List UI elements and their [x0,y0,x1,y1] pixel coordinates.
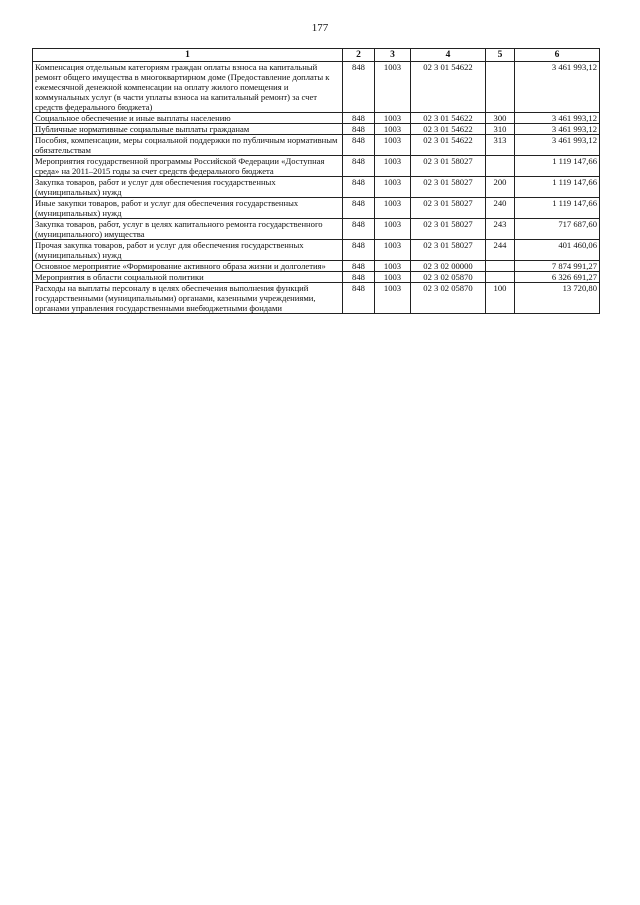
row-value-cell: 401 460,06 [515,240,600,261]
row-value-cell: 244 [486,240,515,261]
row-value-cell: 1 119 147,66 [515,198,600,219]
row-value-cell: 7 874 991,27 [515,261,600,272]
row-value-cell: 02 3 01 54622 [411,124,486,135]
row-value-cell: 310 [486,124,515,135]
table-row [33,283,600,314]
row-value-cell: 02 3 02 05870 [411,283,486,314]
row-value-cell: 02 3 02 05870 [411,272,486,283]
row-value-cell: 1003 [375,198,411,219]
row-value-cell: 200 [486,177,515,198]
row-name-cell: Публичные нормативные социальные выплаты гражданам [33,124,343,135]
row-value-cell: 240 [486,198,515,219]
row-value-cell: 848 [343,261,375,272]
row-value-cell: 1003 [375,261,411,272]
row-value-cell: 1003 [375,113,411,124]
row-value-cell [486,261,515,272]
row-name-cell: Закупка товаров, работ и услуг для обеспечения государственных (муниципальных) нужд [33,177,343,198]
row-value-cell: 848 [343,124,375,135]
row-value-cell: 1003 [375,135,411,156]
row-value-cell: 3 461 993,12 [515,135,600,156]
header-cell: 5 [486,49,515,62]
row-value-cell: 3 461 993,12 [515,113,600,124]
row-value-cell: 1 119 147,66 [515,156,600,177]
row-value-cell: 02 3 01 58027 [411,240,486,261]
table-row [33,113,600,124]
row-value-cell: 02 3 01 58027 [411,156,486,177]
row-value-cell: 243 [486,219,515,240]
table-row [33,219,600,240]
header-cell: 3 [375,49,411,62]
row-value-cell: 848 [343,156,375,177]
row-value-cell: 1 119 147,66 [515,177,600,198]
row-value-cell: 1003 [375,156,411,177]
row-name-cell: Мероприятия государственной программы Российской Федерации «Доступная среда» на 2011–2015 годы за счет средств федерального бюджета [33,156,343,177]
row-value-cell: 1003 [375,283,411,314]
row-value-cell: 300 [486,113,515,124]
row-value-cell: 02 3 01 58027 [411,198,486,219]
row-name-cell: Социальное обеспечение и иные выплаты населению [33,113,343,124]
row-value-cell: 313 [486,135,515,156]
row-value-cell: 1003 [375,272,411,283]
row-name-cell: Пособия, компенсации, меры социальной поддержки по публичным нормативным обязательствам [33,135,343,156]
header-cell: 2 [343,49,375,62]
row-value-cell: 6 326 691,27 [515,272,600,283]
row-name-cell: Мероприятия в области социальной политики [33,272,343,283]
table-row [33,272,600,283]
row-value-cell: 13 720,80 [515,283,600,314]
row-value-cell [486,62,515,113]
row-value-cell: 848 [343,219,375,240]
table-row [33,62,600,113]
table-row [33,240,600,261]
row-value-cell: 717 687,60 [515,219,600,240]
table-row [33,135,600,156]
row-name-cell: Прочая закупка товаров, работ и услуг для обеспечения государственных (муниципальных) нужд [33,240,343,261]
row-name-cell: Компенсация отдельным категориям граждан оплаты взноса на капитальный ремонт общего имущества в многоквартирном доме (Предоставление доплаты к ежемесячной денежной компенсации на оплату жилого помещения и коммунальных услуг (в части уплаты взноса на капитальный ремонт) за счет средств федерального бюджета) [33,62,343,113]
row-value-cell [486,156,515,177]
row-value-cell: 02 3 01 58027 [411,177,486,198]
row-value-cell: 3 461 993,12 [515,124,600,135]
table-row [33,124,600,135]
table-row [33,156,600,177]
row-value-cell [486,272,515,283]
table-row [33,261,600,272]
row-name-cell: Расходы на выплаты персоналу в целях обеспечения выполнения функций государственными (муниципальными) органами, казенными учреждениями, органами управления государственными внебюджетными фондами [33,283,343,314]
row-value-cell: 100 [486,283,515,314]
row-value-cell: 848 [343,283,375,314]
header-cell: 4 [411,49,486,62]
row-value-cell: 02 3 01 58027 [411,219,486,240]
row-value-cell: 02 3 02 00000 [411,261,486,272]
row-value-cell: 848 [343,272,375,283]
row-value-cell: 02 3 01 54622 [411,62,486,113]
header-cell: 1 [33,49,343,62]
table-body [33,62,600,314]
row-name-cell: Основное мероприятие «Формирование активного образа жизни и долголетия» [33,261,343,272]
row-value-cell: 1003 [375,177,411,198]
table-row [33,198,600,219]
table-row [33,177,600,198]
row-name-cell: Иные закупки товаров, работ и услуг для обеспечения государственных (муниципальных) нужд [33,198,343,219]
row-value-cell: 02 3 01 54622 [411,113,486,124]
row-value-cell: 848 [343,135,375,156]
row-value-cell: 1003 [375,240,411,261]
row-value-cell: 1003 [375,124,411,135]
page-number: 177 [311,22,329,34]
row-value-cell: 848 [343,62,375,113]
budget-table [32,48,600,314]
header-cell: 6 [515,49,600,62]
row-value-cell: 1003 [375,62,411,113]
row-value-cell: 02 3 01 54622 [411,135,486,156]
row-value-cell: 848 [343,177,375,198]
header-row [33,49,600,62]
row-value-cell: 848 [343,113,375,124]
row-value-cell: 848 [343,240,375,261]
row-name-cell: Закупка товаров, работ, услуг в целях капитального ремонта государственного (муниципального) имущества [33,219,343,240]
row-value-cell: 3 461 993,12 [515,62,600,113]
row-value-cell: 1003 [375,219,411,240]
row-value-cell: 848 [343,198,375,219]
